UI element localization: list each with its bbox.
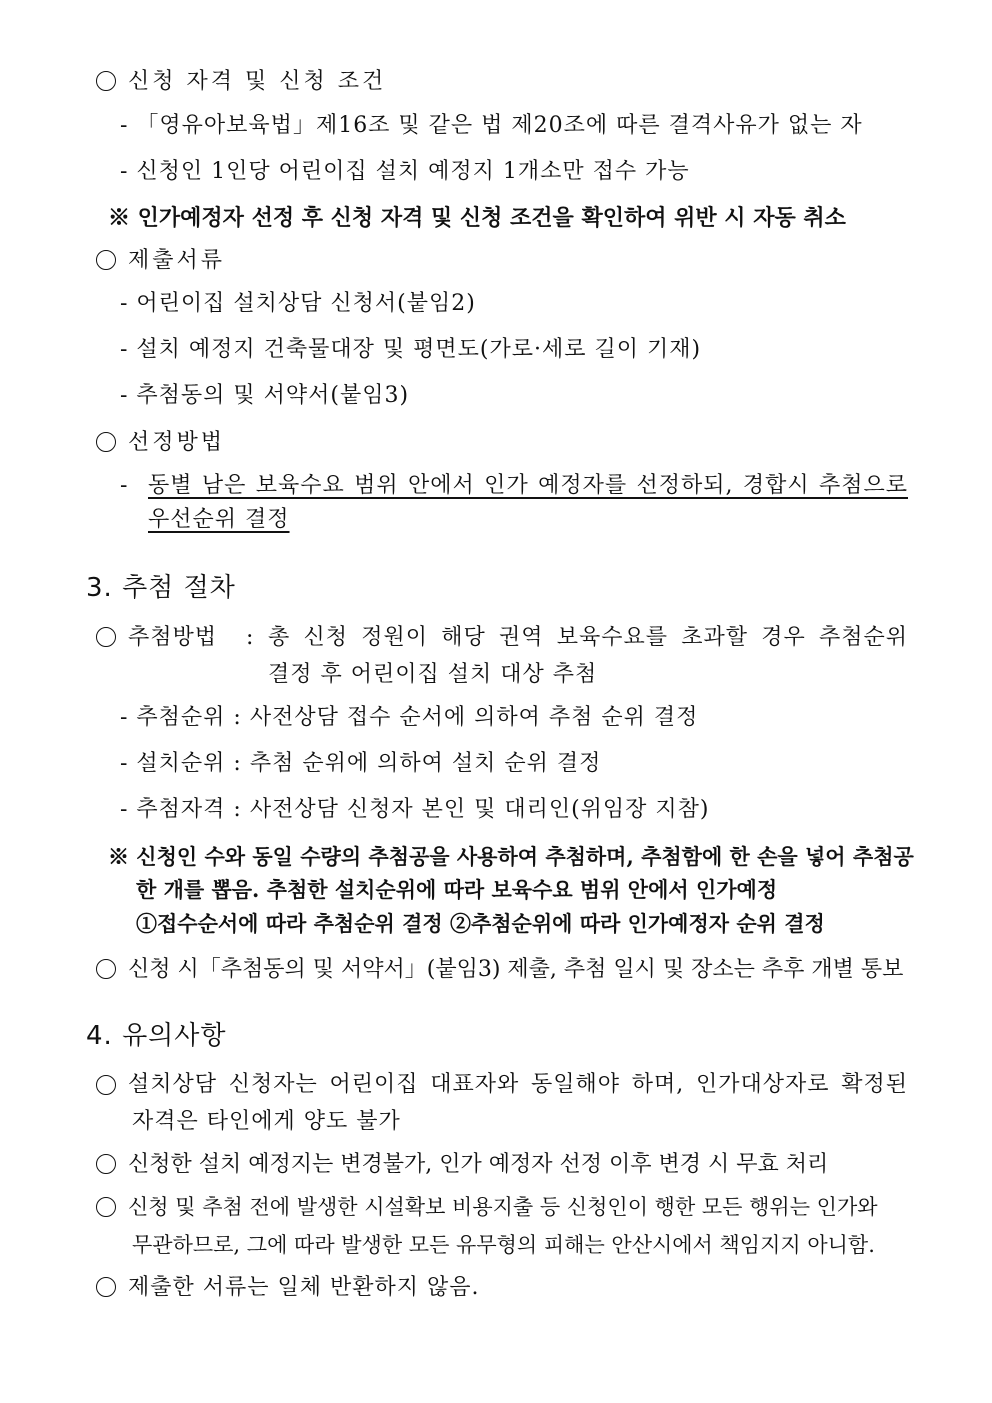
lottery-note-line-2: 한 개를 뽑음. 추첨한 설치순위에 따라 보육수요 범위 안에서 인가예정 [136, 877, 778, 902]
circle-bullet-icon [96, 71, 116, 91]
notice-4: 제출한 서류는 일체 반환하지 않음. [96, 1274, 480, 1302]
lottery-submit-note: 신청 시「추첨동의 및 서약서」(붙임3) 제출, 추첨 일시 및 장소는 추후 개별 통보 [96, 956, 903, 984]
circle-bullet-icon [96, 1154, 116, 1174]
lottery-note-line-1: ※ 신청인 수와 동일 수량의 추첨공을 사용하여 추첨하며, 추첨함에 한 손을 넣어 추첨공 [108, 844, 914, 869]
condition-item-1: - 「영유아보육법」제16조 및 같은 법 제20조에 따른 결격사유가 없는 자 [120, 113, 863, 138]
condition-item-2: - 신청인 1인당 어린이집 설치 예정지 1개소만 접수 가능 [120, 159, 690, 184]
lottery-method-colon: : [246, 625, 255, 650]
circle-bullet-icon [96, 250, 116, 270]
section-title-documents: 제출서류 [96, 247, 225, 275]
heading-lottery-procedure: 3. 추첨 절차 [86, 573, 236, 603]
method-line-2: 우선순위 결정 [148, 507, 290, 532]
lottery-method: 추첨방법 [96, 624, 217, 652]
method-line-1: 동별 남은 보육수요 범위 안에서 인가 예정자를 선정하되, 경합시 추첨으로 [148, 473, 908, 498]
circle-bullet-icon [96, 1197, 116, 1217]
document-item-2: - 설치 예정지 건축물대장 및 평면도(가로·세로 길이 기재) [120, 337, 702, 362]
lottery-note-line-3: ①접수순서에 따라 추첨순위 결정 ②추첨순위에 따라 인가예정자 순위 결정 [136, 911, 825, 936]
document-item-3: - 추첨동의 및 서약서(붙임3) [120, 383, 410, 408]
lottery-method-line-1: 총 신청 정원이 해당 권역 보육수요를 초과할 경우 추첨순위 [268, 625, 908, 650]
notice-1-line-2: 자격은 타인에게 양도 불가 [132, 1109, 401, 1134]
circle-bullet-icon [96, 1277, 116, 1297]
heading-notices: 4. 유의사항 [86, 1021, 227, 1051]
notice-1: 설치상담 신청자는 어린이집 대표자와 동일해야 하며, 인가대상자로 확정된 [96, 1071, 908, 1099]
circle-bullet-icon [96, 627, 116, 647]
section-title-conditions: 신청 자격 및 신청 조건 [96, 68, 386, 96]
document-item-1: - 어린이집 설치상담 신청서(붙임2) [120, 291, 476, 316]
notice-2: 신청한 설치 예정지는 변경불가, 인가 예정자 선정 이후 변경 시 무효 처리 [96, 1151, 828, 1179]
circle-bullet-icon [96, 959, 116, 979]
lottery-method-line-2: 결정 후 어린이집 설치 대상 추첨 [268, 662, 598, 687]
circle-bullet-icon [96, 1075, 116, 1095]
method-dash: - [120, 473, 129, 498]
lottery-item-3: - 추첨자격 : 사전상담 신청자 본인 및 대리인(위임장 지참) [120, 797, 710, 822]
lottery-item-1: - 추첨순위 : 사전상담 접수 순서에 의하여 추첨 순위 결정 [120, 705, 699, 730]
section-title-method: 선정방법 [96, 429, 225, 457]
lottery-item-2: - 설치순위 : 추첨 순위에 의하여 설치 순위 결정 [120, 751, 602, 776]
condition-note: ※ 인가예정자 선정 후 신청 자격 및 신청 조건을 확인하여 위반 시 자동 취소 [108, 205, 846, 231]
notice-3: 신청 및 추첨 전에 발생한 시설확보 비용지출 등 신청인이 행한 모든 행위는 인가와 [96, 1193, 878, 1221]
circle-bullet-icon [96, 432, 116, 452]
notice-3-line-2: 무관하므로, 그에 따라 발생한 모든 유무형의 피해는 안산시에서 책임지지 아니함. [132, 1233, 875, 1257]
